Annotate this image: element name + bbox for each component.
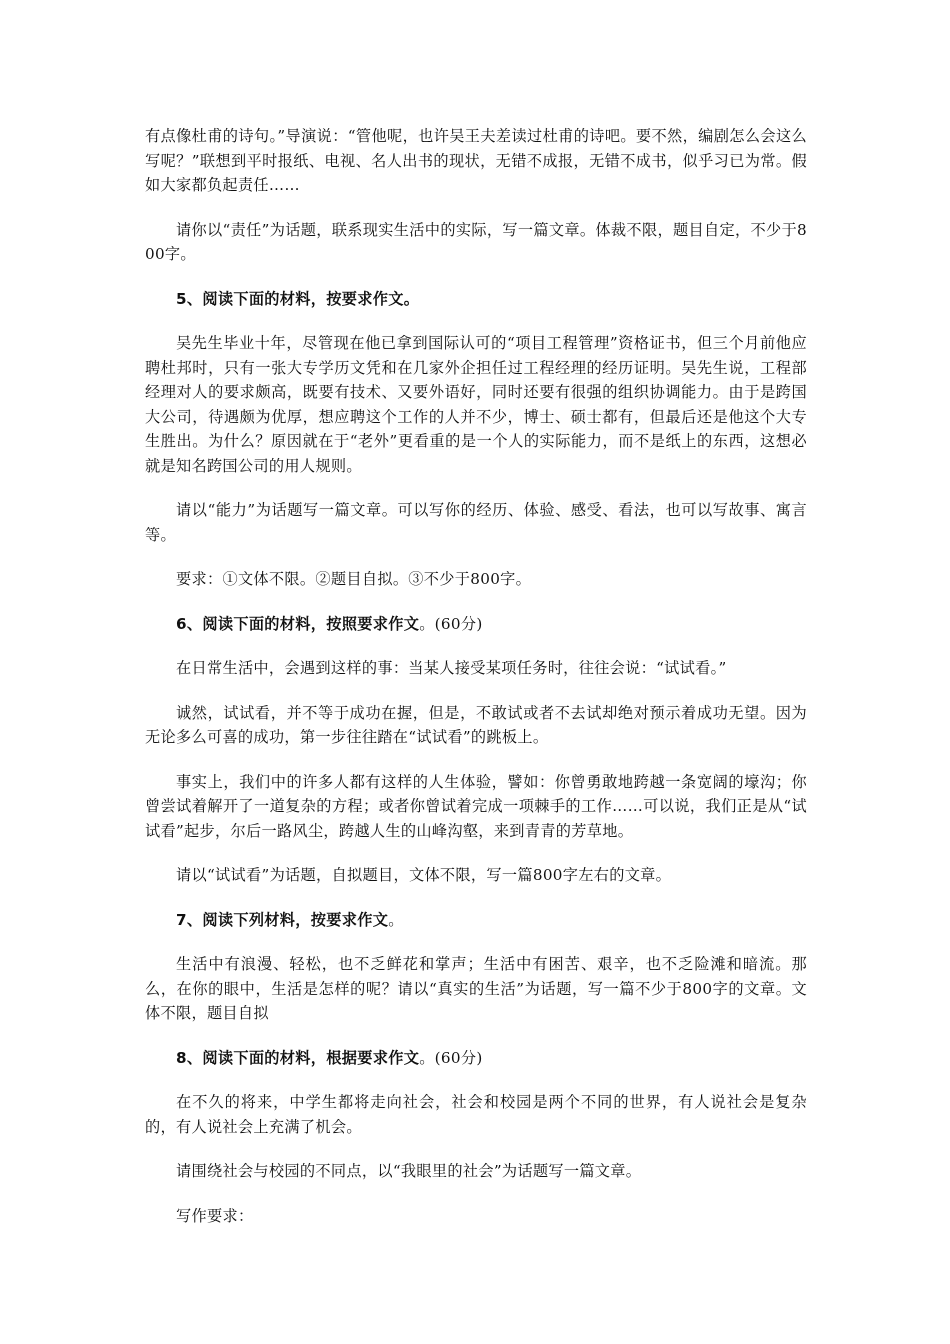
document-page: [145, 124, 807, 1248]
paragraph-wu-story: 吴先生毕业十年，尽管现在他已拿到国际认可的“项目工程管理”资格证书，但三个月前他应聘杜邦时，只有一张大专学历文凭和在几家外企担任过工程经理的经历证明。吴先生说，工程部经理对人的要求颇高，既要有技术、又要外语好，同时还要有很强的组织协调能力。由于是跨国大公司，待遇颇为优厚，想应聘这个工作的人并不少，博士、硕士都有，但最后还是他这个大专生胜出。为什么？原因就在于“老外”更看重的是一个人的实际能力，而不是纸上的东西，这想必就是知名跨国公司的用人规则。: [145, 334, 807, 475]
question-heading-6-text: 6、阅读下面的材料，按照要求作文: [176, 614, 420, 633]
question-heading-7-suffix: 。: [388, 910, 404, 929]
paragraph-real-life-prompt: 生活中有浪漫、轻松，也不乏鲜花和掌声；生活中有困苦、艰辛，也不乏险滩和暗流。那么，在你的眼中，生活是怎样的呢？请以“真实的生活”为话题，写一篇不少于800字的文章。文体不限，题目自拟: [145, 955, 807, 1022]
paragraph-ability-requirements: 要求：①文体不限。②题目自拟。③不少于800字。: [176, 570, 532, 588]
question-heading-8: [145, 1046, 807, 1071]
question-heading-6: [145, 612, 807, 637]
paragraph-try-reason: 诚然，试试看，并不等于成功在握，但是，不敢试或者不去试却绝对预示着成功无望。因为无论多么可喜的成功，第一步往往踏在“试试看”的跳板上。: [145, 703, 807, 746]
paragraph-ability-prompt: 请以“能力”为话题写一篇文章。可以写你的经历、体验、感受、看法，也可以写故事、寓言等。: [145, 501, 807, 544]
paragraph-society-intro: 在不久的将来，中学生都将走向社会，社会和校园是两个不同的世界，有人说社会是复杂的，有人说社会上充满了机会。: [145, 1093, 807, 1136]
question-heading-7-text: 7、阅读下列材料，按要求作文: [176, 910, 389, 929]
paragraph-try-experience: 事实上，我们中的许多人都有这样的人生体验，譬如：你曾勇敢地跨越一条宽阔的壕沟；你曾尝试着解开了一道复杂的方程；或者你曾试着完成一项棘手的工作……可以说，我们正是从“试试看”起步，尔后一路风尘，跨越人生的山峰沟壑，来到青青的芳草地。: [145, 772, 807, 840]
question-heading-7: [145, 908, 807, 933]
paragraph-try-intro: 在日常生活中，会遇到这样的事：当某人接受某项任务时，往往会说：“试试看。”: [176, 659, 727, 677]
question-heading-8-text: 8、阅读下面的材料，根据要求作文: [176, 1048, 420, 1067]
paragraph-try-prompt: 请以“试试看”为话题，自拟题目，文体不限，写一篇800字左右的文章。: [176, 866, 672, 884]
question-heading-5-text: 5、阅读下面的材料，按要求作文。: [176, 289, 420, 308]
question-heading-5: [145, 287, 807, 312]
paragraph-society-prompt: 请围绕社会与校园的不同点，以“我眼里的社会”为话题写一篇文章。: [176, 1162, 642, 1180]
paragraph-intro-continued: 有点像杜甫的诗句。”导演说：“管他呢，也许吴王夫差读过杜甫的诗吧。要不然，编剧怎么会这么写呢？”联想到平时报纸、电视、名人出书的现状，无错不成报，无错不成书，似乎习已为常。假如大家都负起责任……: [145, 127, 807, 194]
paragraph-responsibility-prompt: 请你以“责任”为话题，联系现实生活中的实际，写一篇文章。体裁不限，题目自定，不少于800字。: [145, 220, 807, 263]
question-heading-6-score: 。(60分): [419, 614, 483, 633]
paragraph-writing-requirements: 写作要求：: [176, 1206, 254, 1225]
question-heading-8-score: 。(60分): [419, 1048, 483, 1067]
